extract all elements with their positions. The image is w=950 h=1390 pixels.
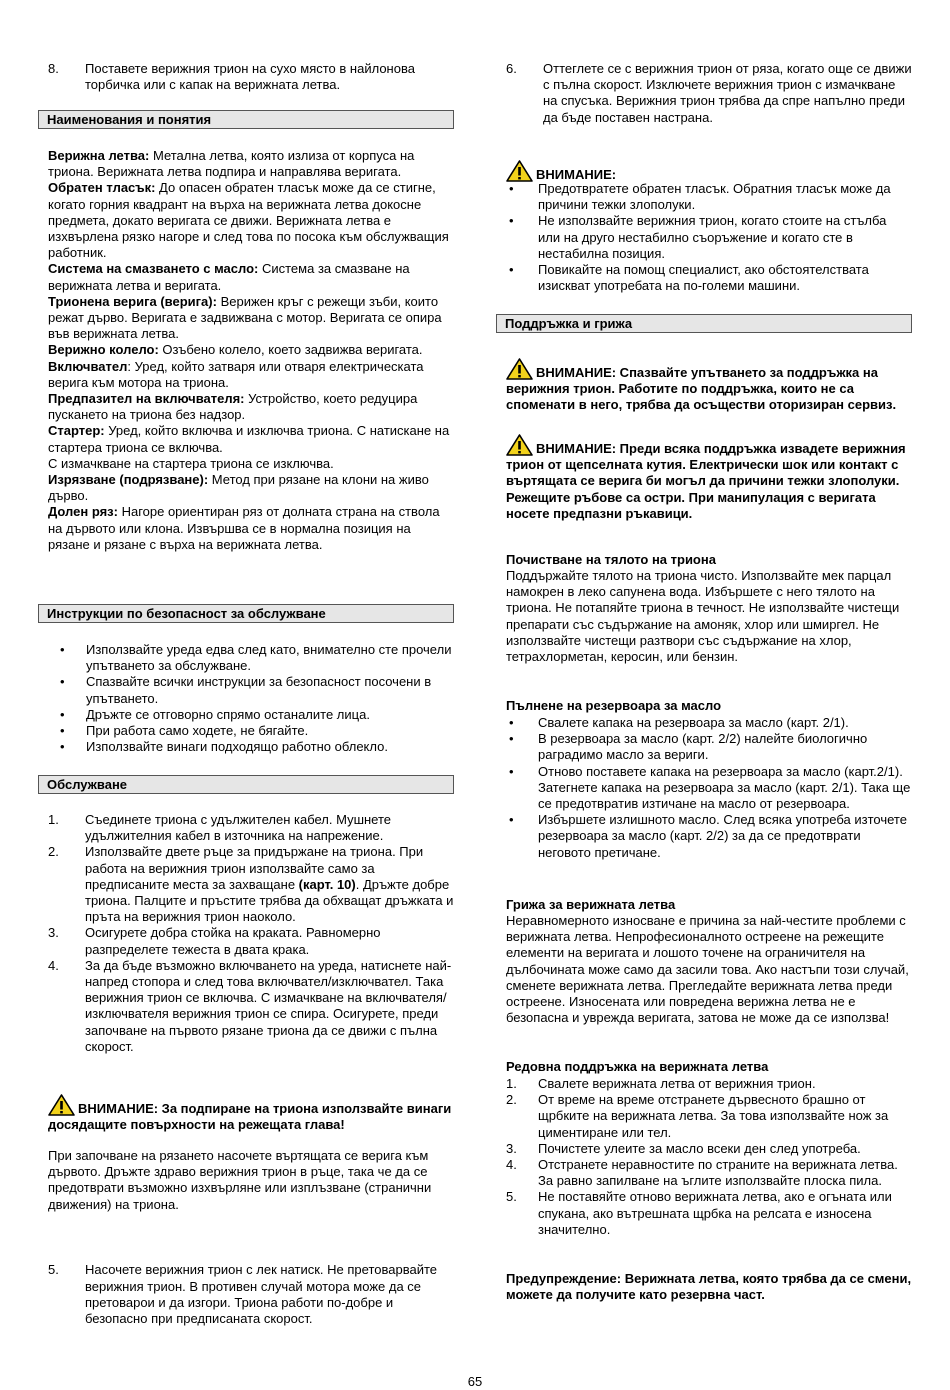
term-pruning: Изрязване (подрязване): Метод при рязане на клони на живо дърво.: [48, 472, 429, 504]
list-item-4: 4. Отстранете неравностите по страните на верижната летва. За равно запилване на ъглите използвайте плоска пила.: [506, 1157, 898, 1189]
list-item: • Не използвайте верижния трион, когато стоите на стълба или на друго нестабилно съоръжение и когато сте в нестабилна позиция.: [509, 213, 887, 261]
subheading-regular-maintenance: Редовна поддръжка на верижната летва: [506, 1059, 769, 1074]
term-undercut: Долен ряз: Нагоре ориентиран ряз от долната страна на ствола на дървото или клона. Извършва се в нормална позиция на рязане и рязане с върха на верижната летва.: [48, 504, 440, 552]
list-item-5: 5. Не поставяйте отново верижната летва, ако е огъната или спукана, ако вътрешната щрбка на релсата е износена значително.: [506, 1189, 892, 1237]
section-heading-safety: Инструкции по безопасност за обслужване: [38, 604, 454, 623]
list-item-2: 2. От време на време отстранете дървесното брашно от щрбките на верижната летва. За това използвайте нож за циментиране или тел.: [506, 1092, 889, 1140]
list-item-3: 3. Почистете улеите за масло всеки ден след употреба.: [506, 1140, 861, 1156]
warning-support: ВНИМАНИЕ: За подпиране на триона използвайте винаги досядащите повърхности на режещата глава!: [48, 1094, 454, 1133]
list-item-1: 1. Съединете триона с удължителен кабел. Мушнете удължителния кабел в източника на напрежение.: [48, 812, 392, 844]
list-item: • Спазвайте всички инструкции за безопасност посочени в упътването.: [60, 674, 432, 706]
safety-list: [48, 642, 454, 755]
page-number: 65: [467, 1374, 483, 1389]
subheading-bar-care: Грижа за верижната летва: [506, 897, 676, 912]
oil-list: [506, 715, 912, 861]
list-item-2: 2. Използвайте двете ръце за придържане на триона. При работа на верижния трион използвайте само за предписаните места за захващане (карт. 10). Дръжте добре триона. Палците и пръстите трябва да обхващат дръжката и пръта на верижния трион наоколо.: [48, 844, 454, 925]
warning-list: [506, 181, 912, 294]
term-chain: Трионена верига (верига): Верижен кръг с режещи зъби, които режат дърво. Веригата е задвижвана с мотор. Веригата се опира във верижната летва.: [48, 293, 442, 342]
section-heading-names: Наименования и понятия: [38, 110, 454, 129]
section-heading-operation: Обслужване: [38, 775, 454, 794]
warning-icon: [506, 434, 533, 456]
term-switch-guard: Предпазител на включвателя: Устройство, което редуцира пускането на триона без надзор.: [48, 391, 418, 423]
spare-part-warning: Предупреждение: Верижната летва, която трябва да се смени, можете да получите като резервна част.: [506, 1271, 912, 1303]
section-heading-maintenance: Поддръжка и грижа: [496, 314, 912, 333]
list-item-3: 3. Осигурете добра стойка на краката. Равномерно разпределете тежеста в двата крака.: [48, 925, 381, 957]
warning-unplug: ВНИМАНИЕ: Преди всяка поддръжка извадете верижния трион от щепселната кутия. Електрически шок или контакт с въртящата се верига би могъл да причини тежки злополуки. Режещите ръбове са остри. При манипулация с веригата носете предпазни ръкавици.: [506, 434, 912, 522]
term-chain-bar: Верижна летва: Метална летва, която излиза от корпуса на триона. Верижната летва подпира и направлява веригата.: [48, 148, 415, 180]
warning-icon: [48, 1094, 75, 1116]
warning-icon: [506, 160, 533, 182]
term-starter-release: С измачкване на стартера триона се изключва.: [48, 455, 334, 471]
list-item-8: 8. Поставете верижния трион на сухо място в найлонова торбичка или с капак на верижната летва.: [48, 61, 415, 93]
list-item: • Дръжте се отговорно спрямо останалите лица.: [60, 706, 370, 722]
left-column: [47, 0, 454, 1327]
list-item: • Повикайте на помощ специалист, ако обстоятелствата изискват употребата на по-големи машини.: [509, 262, 869, 294]
list-item: • Използвайте уреда едва след като, внимателно сте прочели упътването за обслужване.: [60, 642, 452, 674]
warning-manual: ВНИМАНИЕ: Спазвайте упътването за поддръжка на верижния трион. Работите по поддръжка, които не са споменати в него, трябва да осъществи оторизиран сервиз.: [506, 358, 912, 414]
list-item-1: 1. Свалете верижната летва от верижния трион.: [506, 1076, 816, 1091]
list-item: • При работа само ходете, не бягайте.: [60, 723, 309, 739]
list-item: • Избършете излишното масло. След всяка употреба източете резервоара за масло (карт. 2/2) за да се предотврати неговото претичане.: [509, 812, 907, 860]
list-item: • Предотвратете обратен тласък. Обратния тласък може да причини тежки злополуки.: [509, 181, 891, 213]
term-sprocket: Верижно колело: Озъбено колело, което задвижва веригата.: [48, 342, 423, 358]
term-lubrication: Система на смазването с масло: Система за смазване на верижната летва и веригата.: [48, 261, 410, 293]
subheading-oil: Пълнене на резервоара за масло: [506, 698, 722, 713]
term-switch: Включвател: Уред, който затваря или отваря електрическата верига към мотора на триона.: [48, 358, 424, 390]
subheading-cleaning: Почистване на тялото на триона: [506, 552, 716, 567]
list-item: • Отново поставете капака на резервоара за масло (карт.2/1). Затегнете капака на резервоара за масло (карт. 2/1). Така ще се предотвратив изтичане на масло от резервоара.: [509, 763, 911, 812]
warning-icon: [506, 358, 533, 380]
paragraph-cleaning: Поддържайте тялото на триона чисто. Използвайте мек парцал намокрен в леко сапунена вода. Избършете с него тялото на триона. Не потапяйте триона в течност. Не използвайте чистещи препарати със съдържание на амоняк, хлор или шмиргел. Не използвайте чистещи разтвори със съдържание на хлор, тетрахлорметан, керосин, или бензин.: [506, 568, 900, 665]
list-item: • Свалете капака на резервоара за масло (карт. 2/1).: [509, 715, 849, 730]
list-item: • Използвайте винаги подходящо работно облекло.: [60, 739, 388, 755]
term-starter: Стартер: Уред, който включва и изключва триона. С натискане на стартера триона се включва.: [48, 423, 450, 455]
right-column: [505, 0, 912, 1303]
term-kickback: Обратен тласък: До опасен обратен тласък може да се стигне, когато горния квадрант на върха на верижната летва докосне предмета, докато веригата се движи. Верижната летва е изхвърлена рязко нагоре и след това по посока към обслужващия работник.: [48, 180, 449, 261]
terms-list: [48, 148, 454, 553]
paragraph-bar-care: Неравномерното износване е причина за най-честите проблеми с верижната летва. Непрофесионалното остреене на режещите елементи на веригата и лошото точене на ограничителя на дълбочината може само да засили това. Ако настъпи този случай, сменете верижната летва. Прегледайте верижната летва преди остреене. Износената или повредена верижна летва не е безопасна и уврежда веригата, затова не може да се използва!: [506, 913, 909, 1026]
operation-list: [48, 812, 454, 1055]
maintenance-list: [506, 1076, 912, 1238]
list-item-5: 5. Насочете верижния трион с лек натиск. Не претоварвайте верижния трион. В противен случай мотора може да се претоварои и да изгори. Триона работи по-добре и безопасно при предписаната скорост.: [48, 1262, 437, 1327]
paragraph-start-cut: При започване на рязането насочете въртящата се верига към дървото. Дръжте здраво верижния трион в ръце, така че да се предотврати възможно изхвърляне или изплъзване (странични движения) на триона.: [48, 1148, 432, 1212]
list-item-6: 6. Оттеглете се с верижния трион от ряза, когато още се движи с пълна скорост. Изключете верижния трион с измачкване на спусъка. Верижния трион трябва да спре напълно преди да бъде поставен настрана.: [506, 61, 912, 125]
list-item-4: 4. За да бъде възможно включването на уреда, натиснете най-напред стопора и след това включвател/изключвател. Така верижния трион се включва. С измачкване на включвателя/изключвателя верижния трион се спира. Осигурете, преди започване на първото рязане триона да се движи с пълна скорост.: [48, 957, 452, 1054]
list-item: • В резервоара за масло (карт. 2/2) налейте биологично раградимо масло за вериги.: [509, 731, 868, 763]
warning-title: ВНИМАНИЕ:: [506, 160, 912, 183]
